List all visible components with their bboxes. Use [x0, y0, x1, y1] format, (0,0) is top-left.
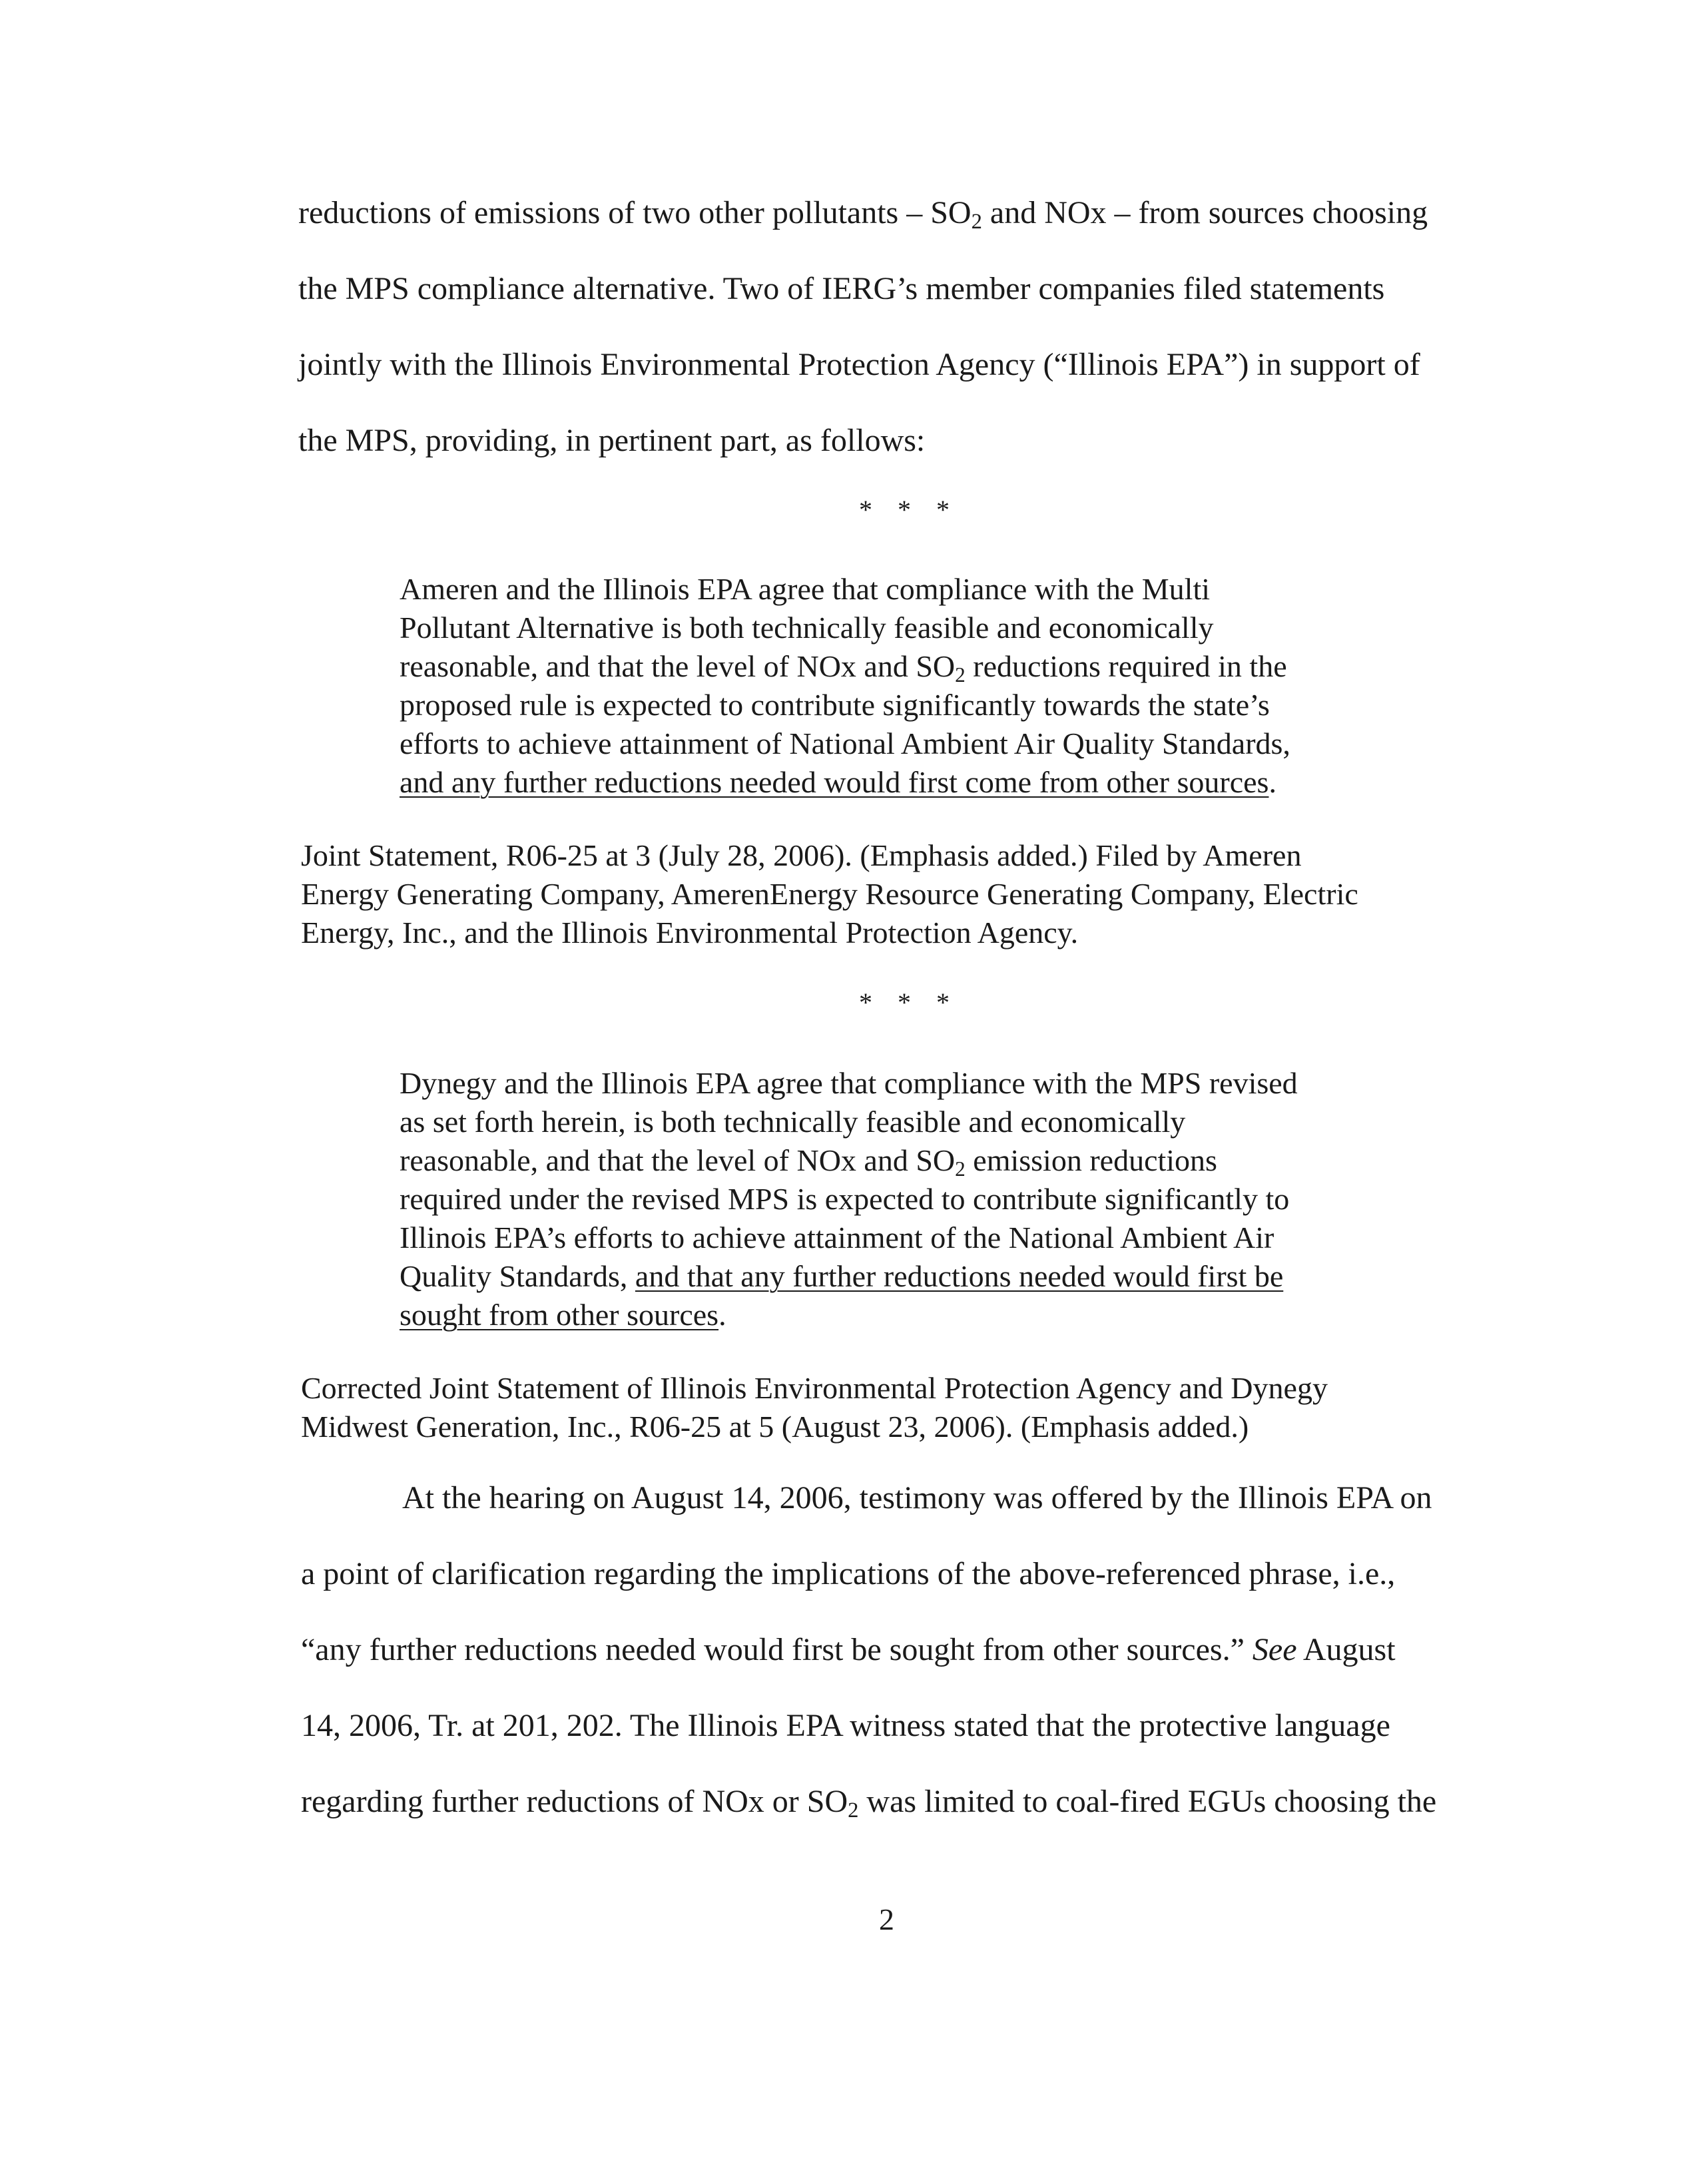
block-quote-line: Illinois EPA’s efforts to achieve attainment of the National Ambient Air	[400, 1221, 1274, 1254]
body-text-line: the MPS compliance alternative. Two of IERG’s member companies filed statements	[298, 271, 1385, 306]
body-text-line: regarding further reductions of NOx or $SO_2$ was limited to coal-fired EGUs choosing the	[301, 1784, 1437, 1823]
block-quote-line: Dynegy and the Illinois EPA agree that compliance with the MPS revised	[400, 1066, 1298, 1100]
citation-line: Corrected Joint Statement of Illinois Environmental Protection Agency and Dynegy	[301, 1371, 1328, 1405]
block-quote-line: Quality Standards, and that any further reductions needed would first be	[400, 1259, 1284, 1293]
emphasis-underline: sought from other sources	[400, 1298, 719, 1332]
block-quote-line: and any further reductions needed would first come from other sources.	[400, 765, 1276, 799]
block-quote-line: sought from other sources.	[400, 1298, 726, 1332]
citation-line: Joint Statement, R06-25 at 3 (July 28, 2006). (Emphasis added.) Filed by Ameren	[301, 838, 1302, 872]
body-text-line: a point of clarification regarding the implications of the above-referenced phrase, i.e.,	[301, 1556, 1396, 1591]
body-text-line: 14, 2006, Tr. at 201, 202. The Illinois EPA witness stated that the protective language	[301, 1708, 1390, 1743]
citation-line: Energy, Inc., and the Illinois Environmental Protection Agency.	[301, 916, 1079, 950]
body-text-line: “any further reductions needed would first be sought from other sources.” See August	[301, 1632, 1396, 1667]
emphasis-underline: and that any further reductions needed would first be	[635, 1259, 1284, 1293]
citation-line: Energy Generating Company, AmerenEnergy Resource Generating Company, Electric	[301, 877, 1358, 911]
block-quote-line: efforts to achieve attainment of National Ambient Air Quality Standards,	[400, 726, 1290, 760]
emphasis-underline: and any further reductions needed would first come from other sources	[400, 765, 1269, 799]
block-quote-line: Pollutant Alternative is both technically feasible and economically	[400, 611, 1214, 645]
block-quote-line: required under the revised MPS is expected to contribute significantly to	[400, 1182, 1290, 1216]
section-separator: * * *	[859, 495, 959, 525]
page-number: 2	[879, 1902, 894, 1936]
block-quote-line: reasonable, and that the level of NOx and $SO_2$ reductions required in the	[400, 649, 1287, 686]
citation-line: Midwest Generation, Inc., R06-25 at 5 (August 23, 2006). (Emphasis added.)	[301, 1410, 1249, 1444]
body-text-line: reductions of emissions of two other pollutants – $SO_2$ and NOx – from sources choosing	[298, 195, 1428, 234]
body-text-line: the MPS, providing, in pertinent part, as follows:	[298, 423, 926, 458]
body-text-line: At the hearing on August 14, 2006, testimony was offered by the Illinois EPA on	[402, 1480, 1432, 1515]
block-quote-line: reasonable, and that the level of NOx and $SO_2$ emission reductions	[400, 1143, 1217, 1181]
section-separator: * * *	[859, 987, 959, 1017]
block-quote-line: proposed rule is expected to contribute significantly towards the state’s	[400, 688, 1270, 722]
block-quote-line: Ameren and the Illinois EPA agree that compliance with the Multi	[400, 572, 1211, 606]
body-text-line: jointly with the Illinois Environmental Protection Agency (“Illinois EPA”) in support of	[298, 347, 1420, 382]
block-quote-line: as set forth herein, is both technically feasible and economically	[400, 1105, 1186, 1139]
